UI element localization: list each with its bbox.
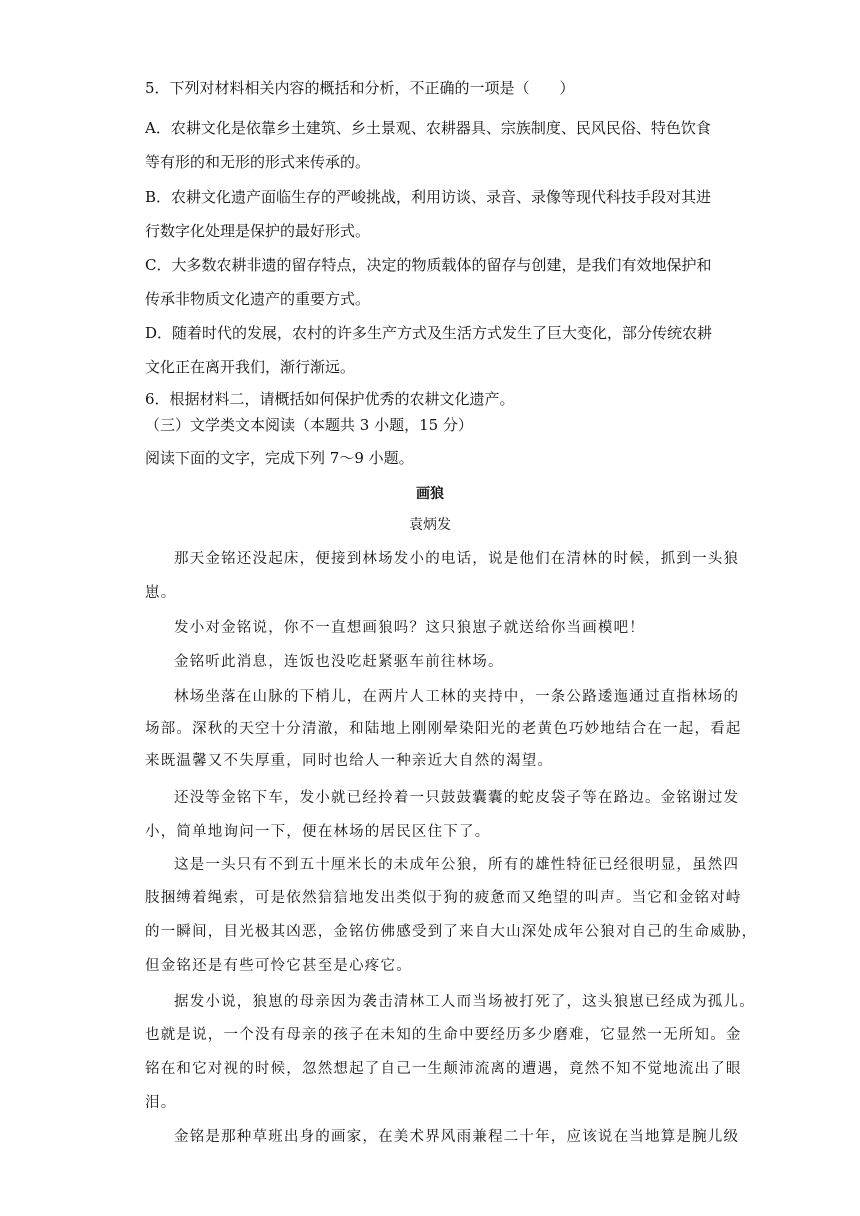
story-line: 泪。 xyxy=(145,1095,177,1111)
story-line: 林场坐落在山脉的下梢儿，在两片人工林的夹持中，一条公路逶迤通过直指林场的 xyxy=(174,689,740,705)
story-author: 袁炳发 xyxy=(409,517,451,533)
story-line: 但金铭还是有些可怜它甚至是心疼它。 xyxy=(145,958,412,974)
story-line: 的一瞬间，目光极其凶恶，金铭仿佛感受到了来自大山深处成年公狼对自己的生命威胁， xyxy=(145,924,758,940)
story-line: 也就是说，一个没有母亲的孩子在未知的生命中要经历多少磨难，它显然一无所知。金 xyxy=(145,1027,742,1043)
story-title: 画狼 xyxy=(416,486,444,502)
story-line: 金铭听此消息，连饭也没吃赶紧驱车前往林场。 xyxy=(174,654,504,670)
story-line: 发小对金铭说，你不一直想画狼吗？这只狼崽子就送给你当画模吧！ xyxy=(174,620,645,636)
story-line: 铭在和它对视的时候，忽然想起了自己一生颠沛流离的遭遇，竟然不知不觉地流出了眼 xyxy=(145,1061,742,1077)
story-line: 小，简单地询问一下，便在林场的居民区住下了。 xyxy=(145,824,491,840)
question-5-option-d-line-2: 文化正在离开我们，渐行渐远。 xyxy=(145,358,356,376)
story-line: 崽。 xyxy=(145,585,177,601)
question-5-option-d-line-1: D．随着时代的发展，农村的许多生产方式及生活方式发生了巨大变化，部分传统农耕 xyxy=(145,324,713,342)
question-5-option-a-line-2: 等有形的和无形的形式来传承的。 xyxy=(145,153,371,171)
question-5-option-c-line-1: C．大多数农耕非遗的留存特点，决定的物质载体的留存与创建，是我们有效地保护和 xyxy=(145,256,712,274)
question-5-option-c-line-2: 传承非物质文化遗产的重要方式。 xyxy=(145,290,371,308)
story-line: 金铭是那种草班出身的画家，在美术界风雨兼程二十年，应该说在当地算是腕儿级 xyxy=(174,1129,740,1145)
question-5-option-b-line-2: 行数字化处理是保护的最好形式。 xyxy=(145,222,371,240)
story-line: 这是一头只有不到五十厘米长的未成年公狼，所有的雄性特征已经很明显，虽然四 xyxy=(174,857,740,873)
story-line: 还没等金铭下车，发小就已经拎着一只鼓鼓囊囊的蛇皮袋子等在路边。金铭谢过发 xyxy=(174,790,740,806)
question-5-stem: 5．下列对材料相关内容的概括和分析，不正确的一项是（ ） xyxy=(145,79,575,97)
question-5-option-a-line-1: A．农耕文化是依靠乡土建筑、乡土景观、农耕器具、宗族制度、民风民俗、特色饮食 xyxy=(145,119,711,137)
story-line: 场部。深秋的天空十分清澈，和陆地上刚刚晕染阳光的老黄色巧妙地结合在一起，看起 xyxy=(145,721,742,737)
reading-instruction: 阅读下面的文字，完成下列 7～9 小题。 xyxy=(145,449,414,467)
question-6: 6．根据材料二，请概括如何保护优秀的农耕文化遗产。 xyxy=(145,390,515,408)
story-line: 肢捆缚着绳索，可是依然狺狺地发出类似于狗的疲惫而又绝望的叫声。当它和金铭对峙 xyxy=(145,890,742,906)
story-line: 据发小说，狼崽的母亲因为袭击清林工人而当场被打死了，这头狼崽已经成为孤儿。 xyxy=(174,994,755,1010)
question-5-option-b-line-1: B．农耕文化遗产面临生存的严峻挑战，利用访谈、录音、录像等现代科技手段对其进 xyxy=(145,188,712,206)
section-heading: （三）文学类文本阅读（本题共 3 小题，15 分） xyxy=(145,416,473,434)
story-line: 那天金铭还没起床，便接到林场发小的电话，说是他们在清林的时候，抓到一头狼 xyxy=(174,551,740,567)
story-line: 来既温馨又不失厚重，同时也给人一种亲近大自然的渴望。 xyxy=(145,753,554,769)
